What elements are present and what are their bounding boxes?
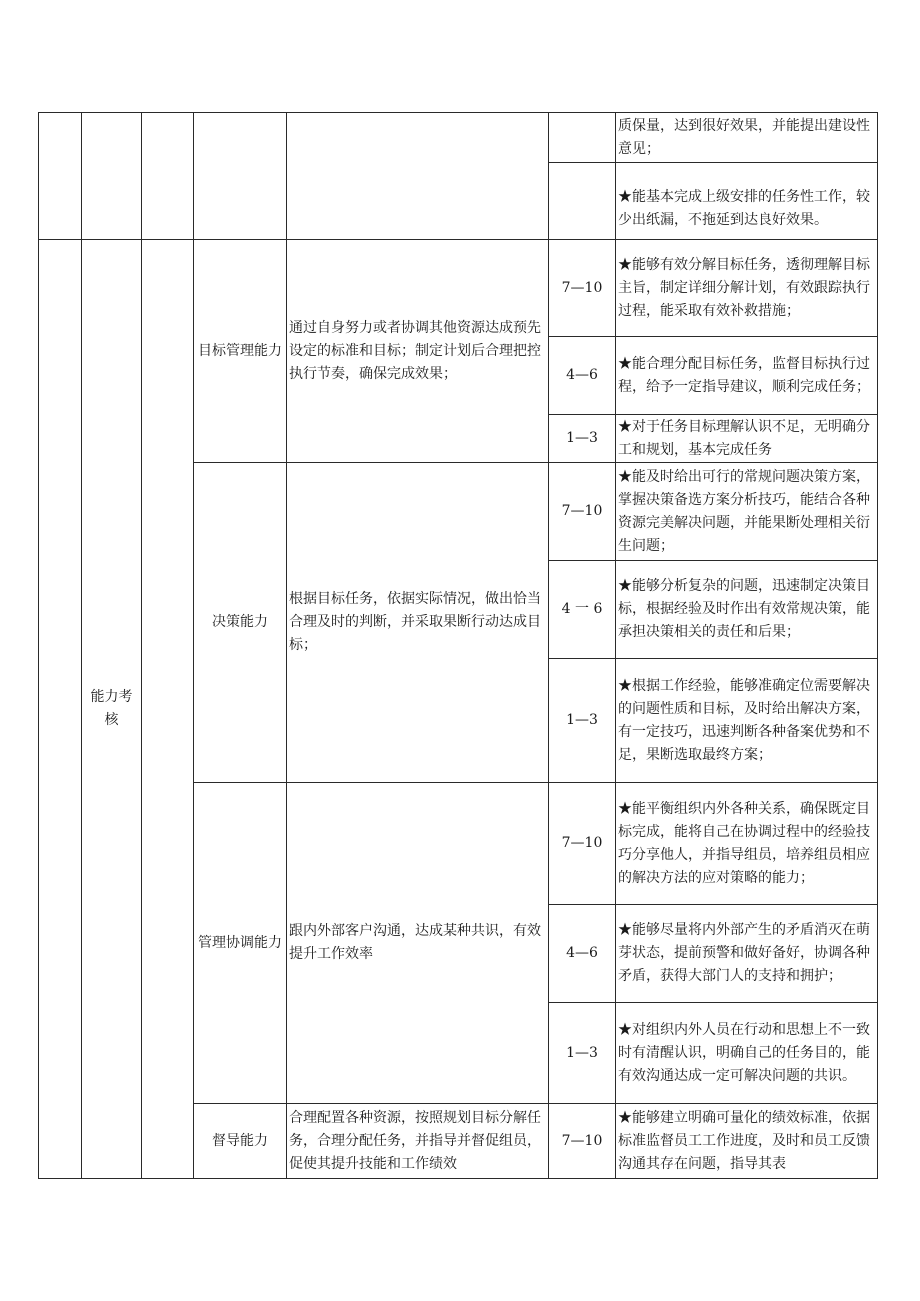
competency-name: 决策能力 xyxy=(194,463,287,783)
level-description: 质保量，达到很好效果，并能提出建设性意见； xyxy=(616,113,878,163)
assessment-table xyxy=(38,112,878,1179)
score-range xyxy=(549,163,616,240)
blank-cell xyxy=(194,113,287,240)
competency-definition: 根据目标任务，依据实际情况，做出恰当合理及时的判断，并采取果断行动达成目标； xyxy=(287,463,549,783)
score-range: 4 一 6 xyxy=(549,561,616,659)
score-range: 4—6 xyxy=(549,337,616,415)
level-description: ★能够有效分解目标任务，透彻理解目标主旨，制定详细分解计划，有效跟踪执行过程，能采取有效补救措施； xyxy=(616,240,878,337)
level-description: ★能合理分配目标任务，监督目标执行过程，给予一定指导建议，顺利完成任务； xyxy=(616,337,878,415)
competency-name: 管理协调能力 xyxy=(194,783,287,1104)
blank-cell xyxy=(142,113,194,240)
level-description: ★能平衡组织内外各种关系，确保既定目标完成，能将自己在协调过程中的经验技巧分享他人，并指导组员，培养组员相应的解决方法的应对策略的能力； xyxy=(616,783,878,905)
competency-definition: 跟内外部客户沟通，达成某种共识，有效提升工作效率 xyxy=(287,783,549,1104)
carry-over-row xyxy=(39,113,878,163)
score-range: 7—10 xyxy=(549,240,616,337)
score-range: 4—6 xyxy=(549,905,616,1003)
level-description: ★对于任务目标理解认识不足，无明确分工和规划，基本完成任务 xyxy=(616,415,878,463)
level-description: ★能基本完成上级安排的任务性工作，较少出纸漏，不拖延到达良好效果。 xyxy=(616,163,878,240)
table-row xyxy=(39,240,878,337)
score-range: 1—3 xyxy=(549,1003,616,1104)
competency-definition: 通过自身努力或者协调其他资源达成预先设定的标准和目标；制定计划后合理把控执行节奏，确保完成效果； xyxy=(287,240,549,463)
level-description: ★能够建立明确可量化的绩效标准，依据标准监督员工工作进度，及时和员工反馈沟通其存在问题，指导其表 xyxy=(616,1104,878,1179)
blank-cell xyxy=(82,113,142,240)
level-description: ★根据工作经验，能够准确定位需要解决的问题性质和目标，及时给出解决方案，有一定技巧，迅速判断各种备案优势和不足，果断选取最终方案； xyxy=(616,659,878,783)
competency-definition: 合理配置各种资源，按照规划目标分解任务，合理分配任务，并指导并督促组员，促使其提升技能和工作绩效 xyxy=(287,1104,549,1179)
blank-cell xyxy=(287,113,549,240)
section-label: 能力考核 xyxy=(82,240,142,1179)
blank-cell xyxy=(39,113,82,240)
blank-cell xyxy=(142,240,194,1179)
level-description: ★对组织内外人员在行动和思想上不一致时有清醒认识，明确自己的任务目的，能有效沟通达成一定可解决问题的共识。 xyxy=(616,1003,878,1104)
level-description: ★能及时给出可行的常规问题决策方案，掌握决策备选方案分析技巧，能结合各种资源完美解决问题，并能果断处理相关衍生问题； xyxy=(616,463,878,561)
score-range: 7—10 xyxy=(549,783,616,905)
score-range: 7—10 xyxy=(549,463,616,561)
blank-cell xyxy=(39,240,82,1179)
score-range xyxy=(549,113,616,163)
competency-name: 督导能力 xyxy=(194,1104,287,1179)
competency-name: 目标管理能力 xyxy=(194,240,287,463)
score-range: 1—3 xyxy=(549,659,616,783)
level-description: ★能够尽量将内外部产生的矛盾消灭在萌芽状态，提前预警和做好备好，协调各种矛盾，获得大部门人的支持和拥护； xyxy=(616,905,878,1003)
level-description: ★能够分析复杂的问题，迅速制定决策目标，根据经验及时作出有效常规决策，能承担决策相关的责任和后果； xyxy=(616,561,878,659)
score-range: 7—10 xyxy=(549,1104,616,1179)
score-range: 1—3 xyxy=(549,415,616,463)
